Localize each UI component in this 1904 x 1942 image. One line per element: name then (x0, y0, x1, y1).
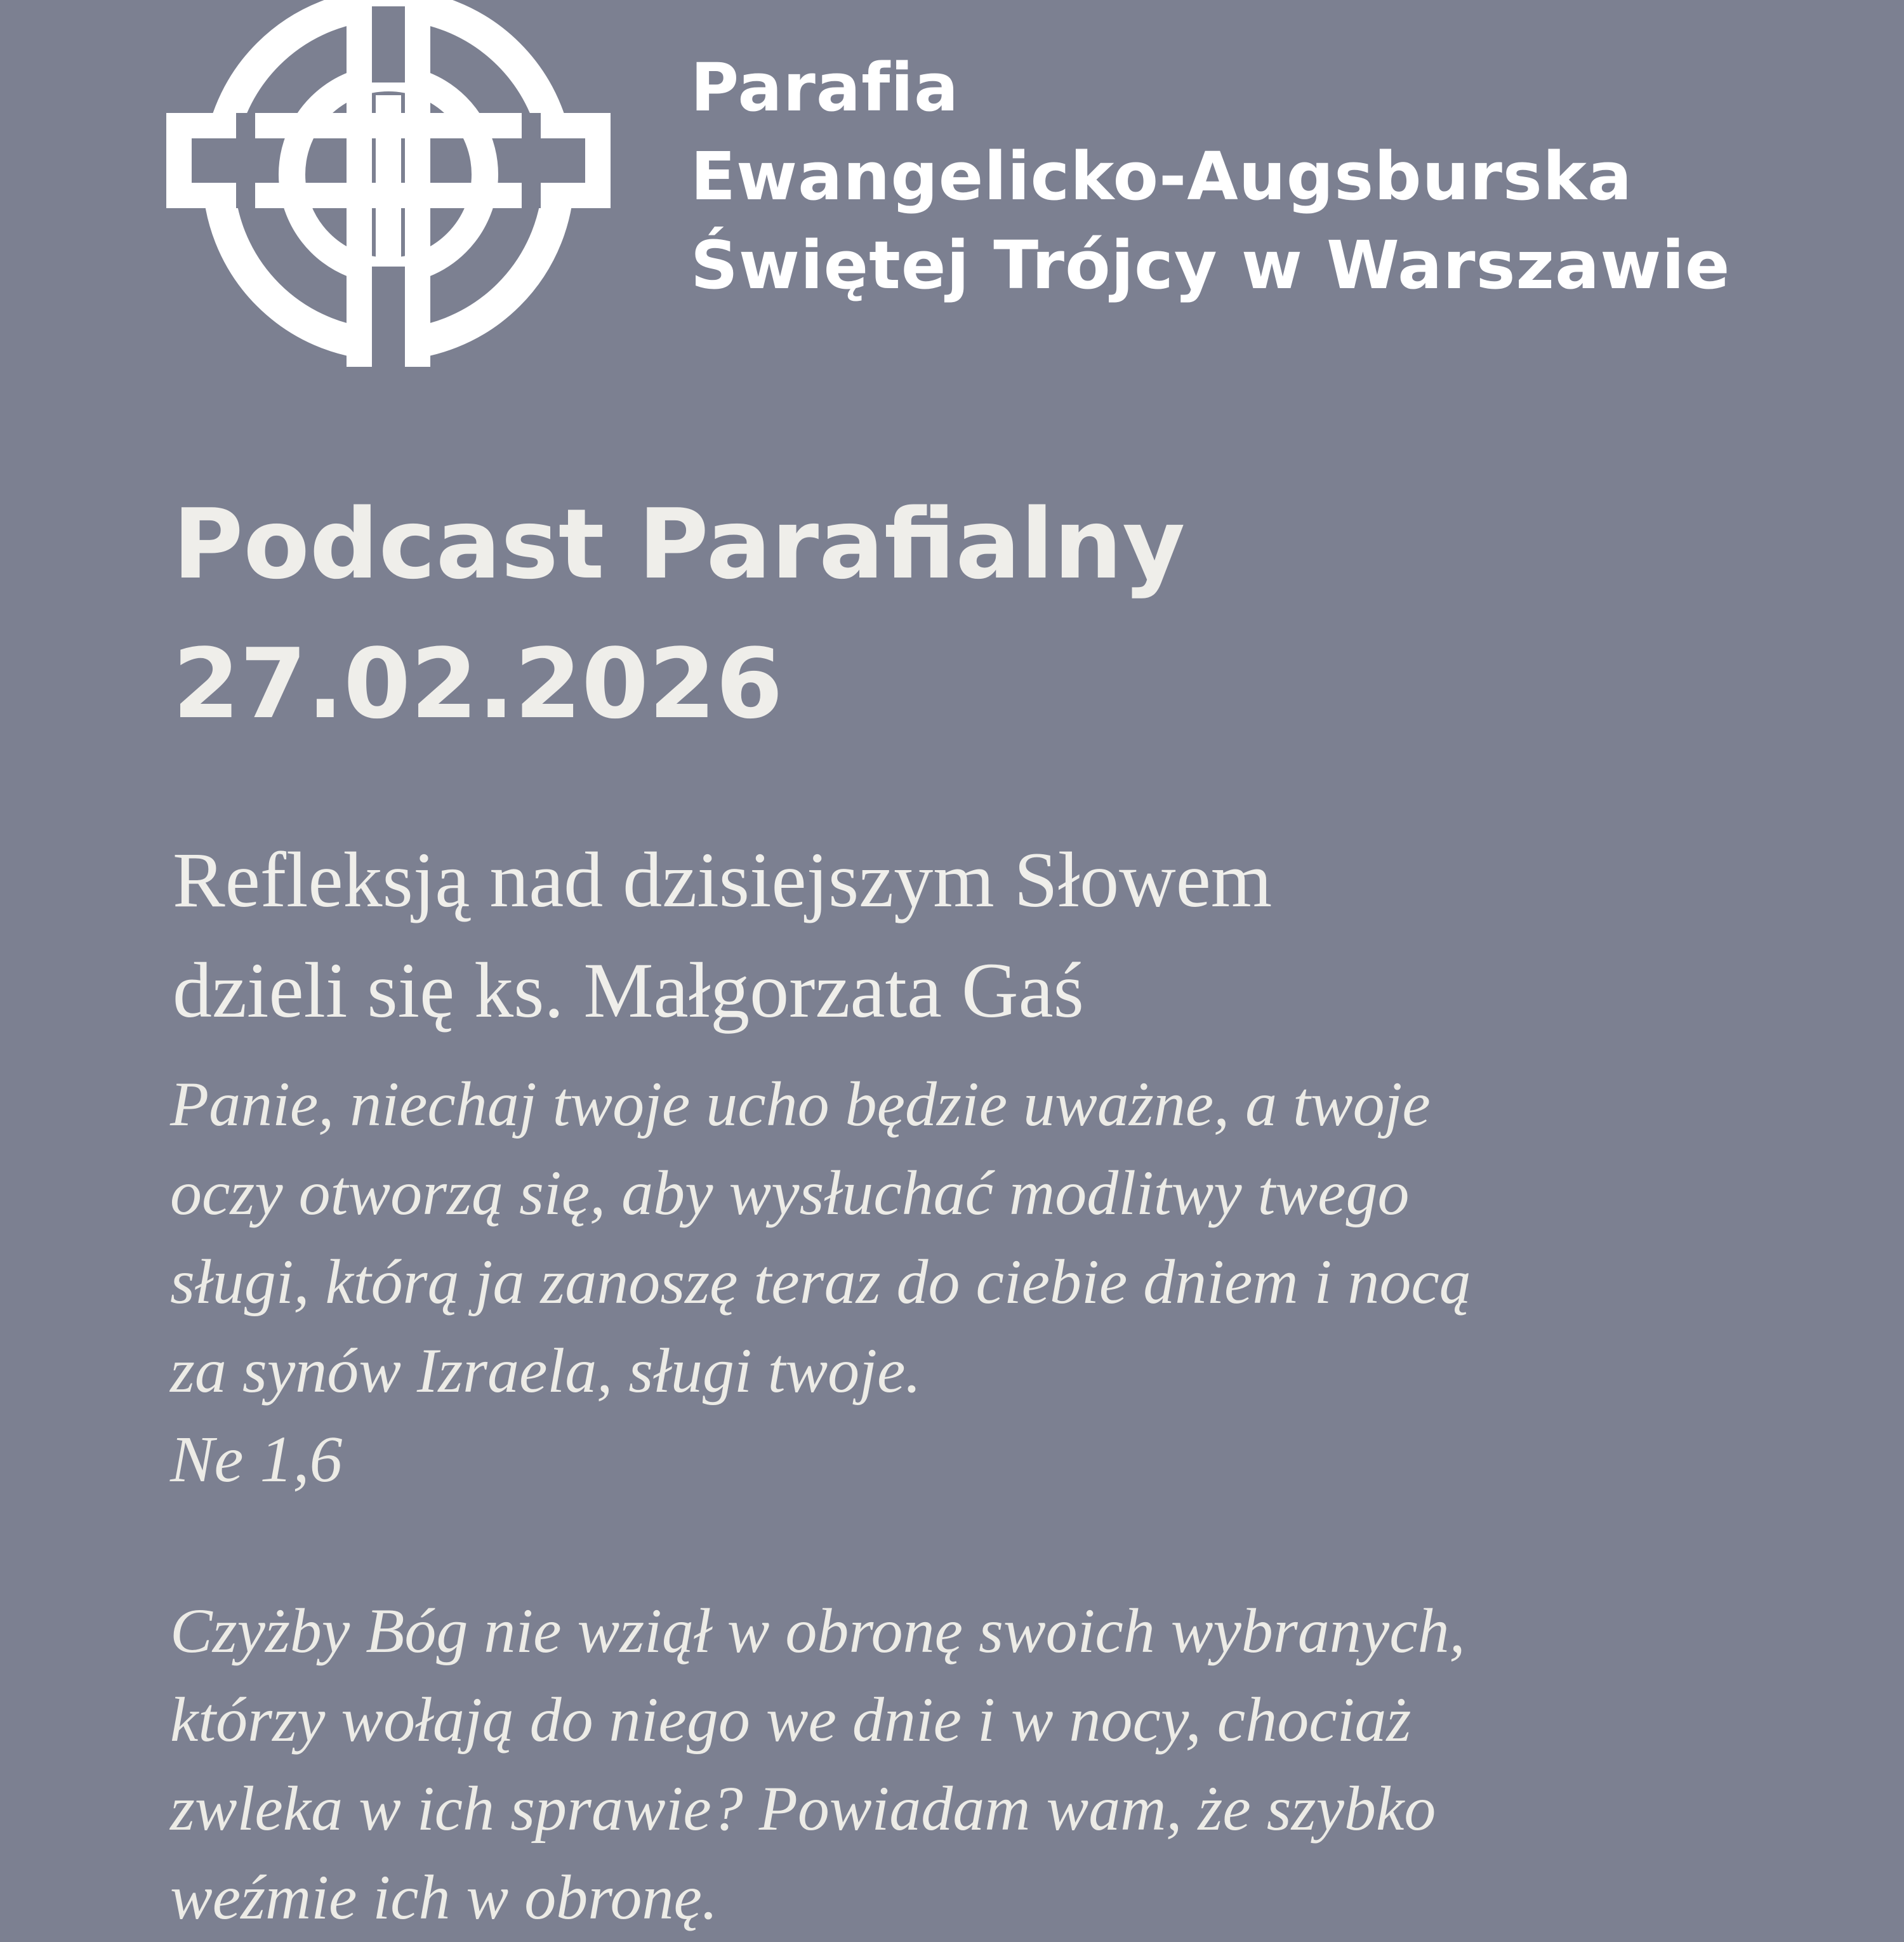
celtic-cross-icon (166, 0, 611, 368)
verse-1-line-3: sługi, którą ja zanoszę teraz do ciebie dniem i nocą (170, 1246, 1471, 1317)
parish-name-line-1: Parafia (691, 49, 960, 126)
podcast-title: Podcast Parafialny (173, 488, 1186, 600)
intro-line-2: dzieli się ks. Małgorzata Gaś (173, 947, 1084, 1034)
verse-1-line-1: Panie, niechaj twoje ucho będzie uważne, a twoje (170, 1069, 1431, 1139)
verse-1-line-2: oczy otworzą się, aby wysłuchać modlitwy twego (170, 1158, 1410, 1228)
verse-2-line-4: weźmie ich w obronę. (170, 1862, 718, 1932)
verse-2-line-1: Czyżby Bóg nie wziął w obronę swoich wybranych, (170, 1595, 1465, 1666)
podcast-heading (173, 475, 1185, 754)
verse-1-line-4: za synów Izraela, sługi twoje. (170, 1335, 922, 1406)
parish-name-line-2: Ewangelicko-Augsburska (691, 138, 1633, 215)
verse-2-line-2: którzy wołają do niego we dnie i w nocy, chociaż (170, 1684, 1411, 1755)
podcast-date: 27.02.2026 (173, 628, 783, 740)
parish-name-line-3: Świętej Trójcy w Warszawie (691, 227, 1731, 304)
intro-line-1: Refleksją nad dzisiejszym Słowem (173, 836, 1273, 923)
verse-quote-1 (170, 1060, 1471, 1504)
verse-1-reference: Ne 1,6 (170, 1423, 343, 1496)
parish-name (691, 43, 1730, 310)
verse-2-line-3: zwleka w ich sprawie? Powiadam wam, że szybko (170, 1773, 1436, 1844)
intro-text (173, 825, 1272, 1046)
verse-quote-2 (170, 1587, 1465, 1942)
